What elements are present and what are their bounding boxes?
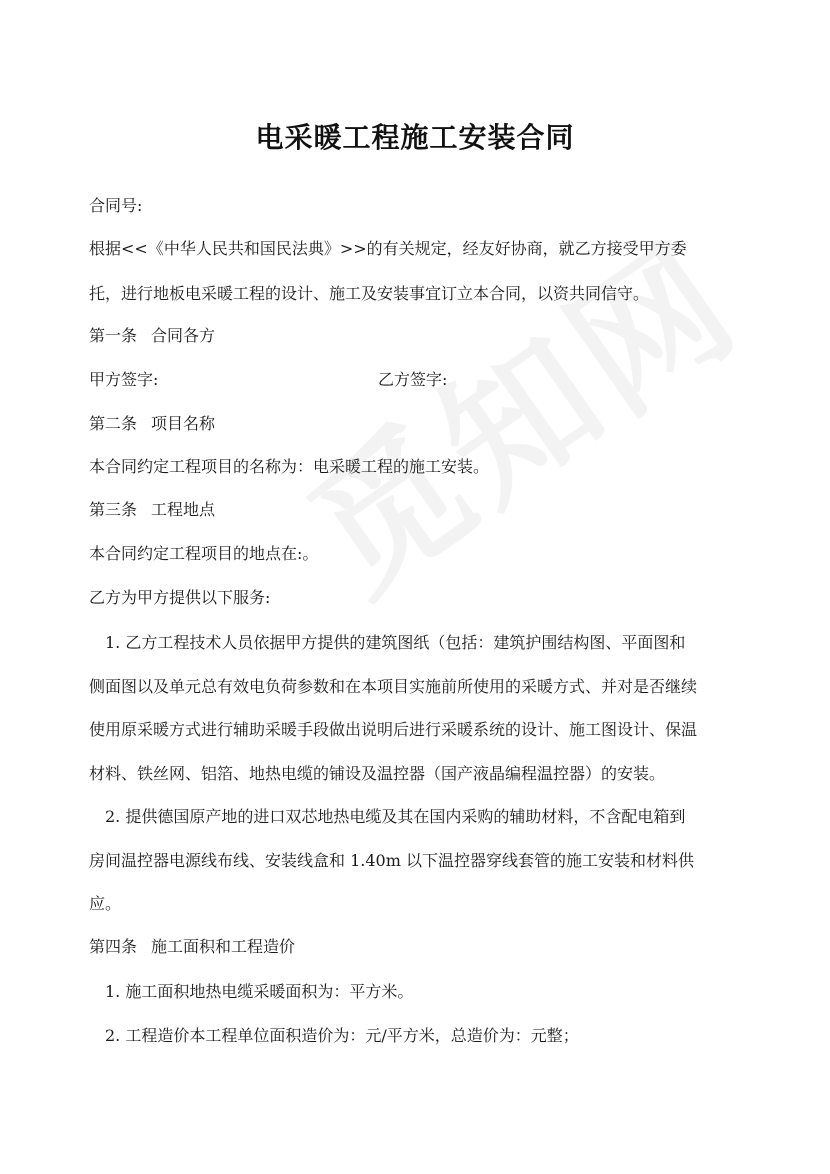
service-2-line-1: 2. 提供德国原产地的进口双芯地热电缆及其在国内采购的辅助材料，不含配电箱到: [105, 807, 686, 826]
article-3-heading: [89, 499, 215, 521]
contract-number-label: 合同号:: [89, 196, 143, 215]
article-4-number: 第四条: [89, 937, 138, 956]
service-1-line-2: 侧面图以及单元总有效电负荷参数和在本项目实施前所使用的采暖方式、并对是否继续: [89, 677, 698, 696]
service-2-line-2: 房间温控器电源线布线、安装线盒和 1.40m 以下温控器穿线套管的施工安装和材料供: [89, 851, 694, 870]
article-2-title: 项目名称: [151, 414, 216, 433]
article-1-title: 合同各方: [151, 326, 216, 345]
party-b-signature: 乙方签字:: [378, 370, 448, 389]
article-4-title: 施工面积和工程造价: [151, 937, 296, 956]
article-3-text: 本合同约定工程项目的地点在:。: [89, 544, 319, 563]
document-title: 电采暖工程施工安装合同: [255, 121, 575, 154]
services-intro: 乙方为甲方提供以下服务:: [89, 588, 271, 607]
article-2-text: 本合同约定工程项目的名称为：电采暖工程的施工安装。: [89, 457, 490, 476]
article-1-number: 第一条: [89, 326, 138, 345]
intro-line-1: 根据<<《中华人民共和国民法典》>>的有关规定，经友好协商，就乙方接受甲方委: [89, 239, 687, 258]
service-1-line-4: 材料、铁丝网、铝箔、地热电缆的铺设及温控器（国产液晶编程温控器）的安装。: [89, 764, 666, 783]
article-1-heading: [89, 325, 215, 347]
article-3-title: 工程地点: [151, 500, 216, 519]
party-a-signature: 甲方签字:: [89, 370, 159, 389]
article-4-item-1: 1. 施工面积地热电缆采暖面积为：平方米。: [105, 982, 414, 1001]
service-1-line-3: 使用原采暖方式进行辅助采暖手段做出说明后进行采暖系统的设计、施工图设计、保温: [89, 720, 698, 739]
article-2-heading: [89, 413, 215, 435]
article-4-item-2: 2. 工程造价本工程单位面积造价为：元/平方米，总造价为：元整；: [105, 1026, 579, 1045]
intro-line-2: 托，进行地板电采暖工程的设计、施工及安装事宜订立本合同，以资共同信守。: [89, 284, 650, 303]
article-3-number: 第三条: [89, 500, 138, 519]
service-1-line-1: 1. 乙方工程技术人员依据甲方提供的建筑图纸（包括：建筑护围结构图、平面图和: [105, 633, 686, 652]
article-2-number: 第二条: [89, 414, 138, 433]
service-2-line-3: 应。: [89, 894, 122, 913]
article-4-heading: [89, 936, 295, 958]
